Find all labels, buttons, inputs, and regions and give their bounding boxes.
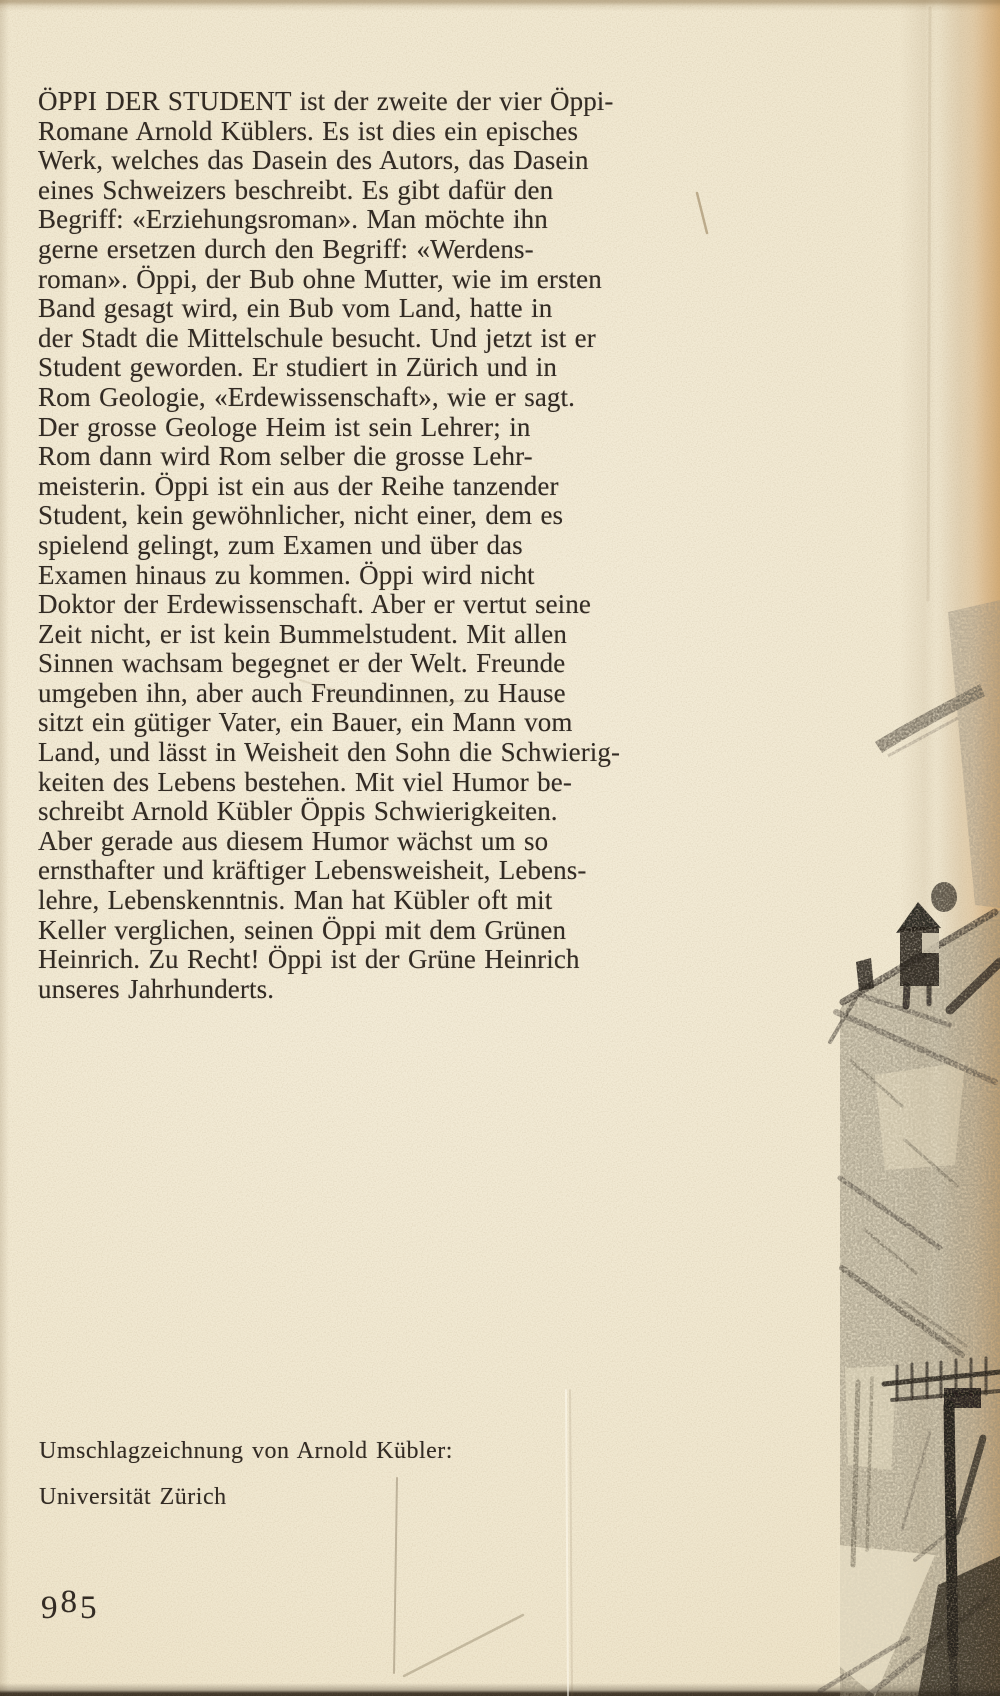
blurb-line: schreibt Arnold Kübler Öppis Schwierigkeiten. [38, 796, 558, 827]
blurb-text [38, 87, 620, 1004]
page-number-digit: 9 [41, 1590, 61, 1626]
blurb-line: eines Schweizers beschreibt. Es gibt dafür den [38, 174, 554, 205]
blurb-line: Land, und lässt in Weisheit den Sohn die Schwierig- [38, 737, 621, 768]
blurb-line: Band gesagt wird, ein Bub vom Land, hatte in [38, 293, 553, 324]
sketch-wash [820, 600, 1000, 1696]
blurb-line: Sinnen wachsam begegnet er der Welt. Freunde [38, 648, 566, 679]
page-number [41, 1584, 100, 1626]
blurb-line: umgeben ihn, aber auch Freundinnen, zu Hause [38, 677, 566, 708]
blurb-line: ÖPPI DER STUDENT ist der zweite der vier Öppi- [38, 86, 614, 116]
credit-line: Umschlagzeichnung von Arnold Kübler: [39, 1438, 453, 1464]
blurb-line: Werk, welches das Dasein des Autors, das Dasein [38, 145, 589, 176]
blurb-line: keiten des Lebens bestehen. Mit viel Humor be- [38, 766, 572, 797]
blurb-line: lehre, Lebenskenntnis. Man hat Kübler oft mit [38, 885, 553, 916]
blurb-line: Rom Geologie, «Erdewissenschaft», wie er sagt. [38, 381, 575, 412]
blurb-line: Student geworden. Er studiert in Zürich und in [38, 352, 558, 383]
blurb-line: meisterin. Öppi ist ein aus der Reihe tanzender [38, 470, 559, 501]
blurb-line: Romane Arnold Küblers. Es ist dies ein episches [38, 115, 579, 146]
page-number-digit: 5 [80, 1590, 100, 1626]
blurb-line: Rom dann wird Rom selber die grosse Lehr- [38, 441, 533, 472]
blurb-line: Examen hinaus zu kommen. Öppi wird nicht [38, 559, 535, 590]
blurb-line: Begriff: «Erziehungsroman». Man möchte ihn [38, 204, 548, 235]
page-number-digit: 8 [60, 1584, 80, 1620]
sketch-dark-strokes [856, 882, 1000, 1696]
blurb-line: Heinrich. Zu Recht! Öppi ist der Grüne Heinrich [38, 944, 580, 975]
blurb-line: roman». Öppi, der Bub ohne Mutter, wie im ersten [38, 263, 602, 294]
blurb-line: unseres Jahrhunderts. [38, 973, 275, 1004]
blurb-line: Zeit nicht, er ist kein Bummelstudent. Mit allen [38, 618, 567, 649]
blurb-line: der Stadt die Mittelschule besucht. Und jetzt ist er [38, 322, 596, 353]
blurb-line: Aber gerade aus diesem Humor wächst um so [38, 825, 549, 856]
blurb-line: ernsthafter und kräftiger Lebensweisheit, Lebens- [38, 855, 587, 886]
blurb-line: spielend gelingt, zum Examen und über das [38, 529, 523, 560]
blurb-line: Keller verglichen, seinen Öppi mit dem Grünen [38, 914, 567, 945]
blurb-line: gerne ersetzen durch den Begriff: «Werdens- [38, 233, 534, 264]
blurb-line: Student, kein gewöhnlicher, nicht einer, dem es [38, 500, 564, 531]
blurb-line: Doktor der Erdewissenschaft. Aber er vertut seine [38, 589, 591, 620]
credit-text [39, 1428, 453, 1520]
credit-line: Universität Zürich [39, 1484, 227, 1510]
blurb-line: sitzt ein gütiger Vater, ein Bauer, ein Mann vom [38, 707, 573, 738]
blurb-line: Der grosse Geologe Heim ist sein Lehrer; in [38, 411, 531, 442]
